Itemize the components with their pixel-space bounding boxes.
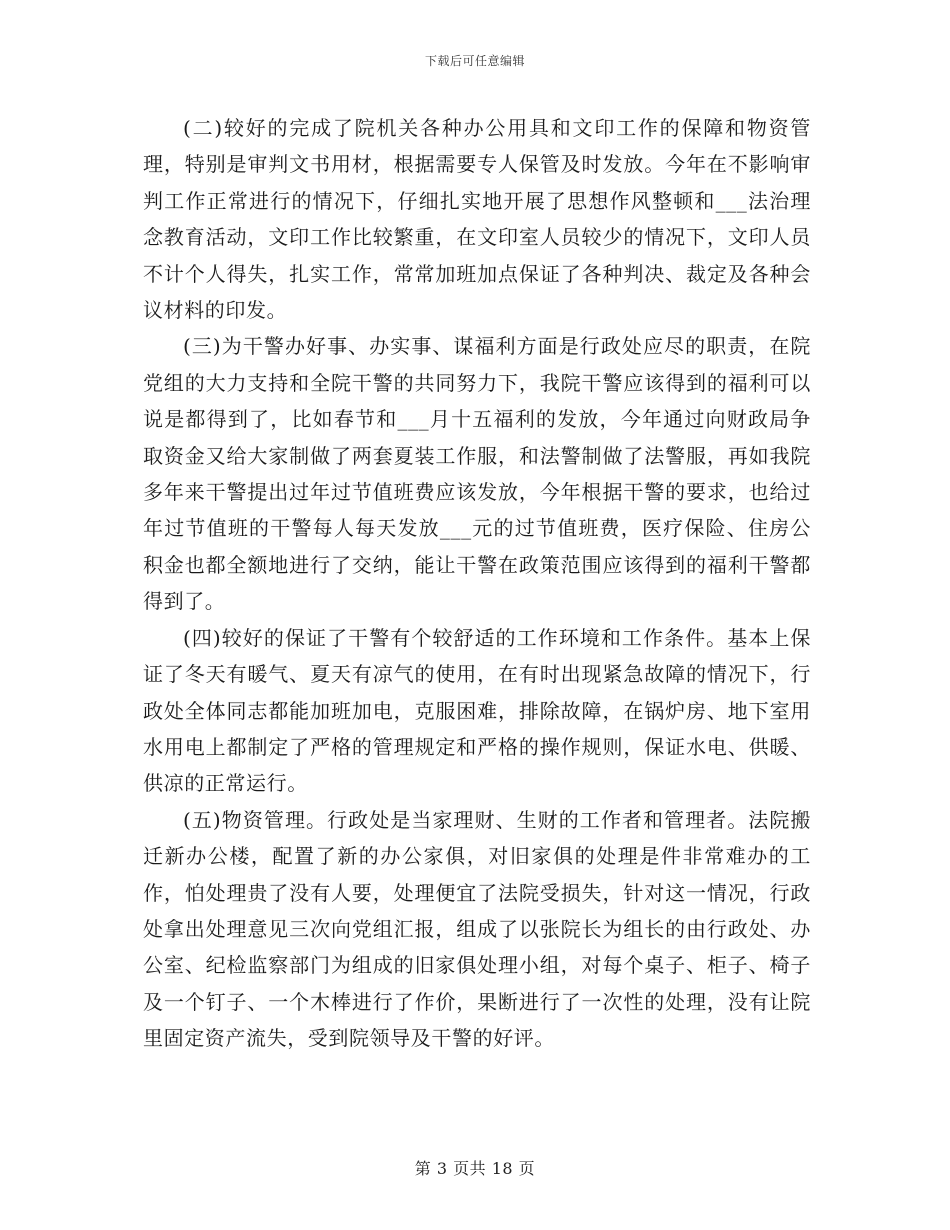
paragraph-2: (二)较好的完成了院机关各种办公用具和文印工作的保障和物资管理，特别是审判文书用材，根据需要专人保管及时发放。今年在不影响审判工作正常进行的情况下，仔细扎实地开展了思想作风整顿和___法治理念教育活动，文印工作比较繁重，在文印室人员较少的情况下，文印人员不计个人得失，扎实工作，常常加班加点保证了各种判决、裁定及各种会议材料的印发。 [143,116,811,323]
page-number: 第 3 页共 18 页 [414,1159,536,1178]
paragraph-3: (三)为干警办好事、办实事、谋福利方面是行政处应尽的职责，在院党组的大力支持和全院干警的共同努力下，我院干警应该得到的福利可以说是都得到了，比如春节和___月十五福利的发放，今年通过向财政局争取资金又给大家制做了两套夏装工作服，和法警制做了法警服，再如我院多年来干警提出过年过节值班费应该发放，今年根据干警的要求，也给过年过节值班的干警每人每天发放___元的过节值班费，医疗保险、住房公积金也都全额地进行了交纳，能让干警在政策范围应该得到的福利干警都得到了。 [143,334,811,614]
page-header: 下载后可任意编辑 [424,54,525,68]
paragraph-4: (四)较好的保证了干警有个较舒适的工作环境和工作条件。基本上保证了冬天有暖气、夏天有凉气的使用，在有时出现紧急故障的情况下，行政处全体同志都能加班加电，克服困难，排除故障，在锅炉房、地下室用水用电上都制定了严格的管理规定和严格的操作规则，保证水电、供暖、供凉的正常运行。 [143,625,811,796]
document-body [143,110,811,1057]
paragraph-5: (五)物资管理。行政处是当家理财、生财的工作者和管理者。法院搬迁新办公楼，配置了新的办公家俱，对旧家俱的处理是件非常难办的工作，怕处理贵了没有人要，处理便宜了法院受损失，针对这一情况，行政处拿出处理意见三次向党组汇报，组成了以张院长为组长的由行政处、办公室、纪检监察部门为组成的旧家俱处理小组，对每个桌子、柜子、椅子及一个钉子、一个木棒进行了作价，果断进行了一次性的处理，没有让院里固定资产流失，受到院领导及干警的好评。 [143,807,811,1051]
